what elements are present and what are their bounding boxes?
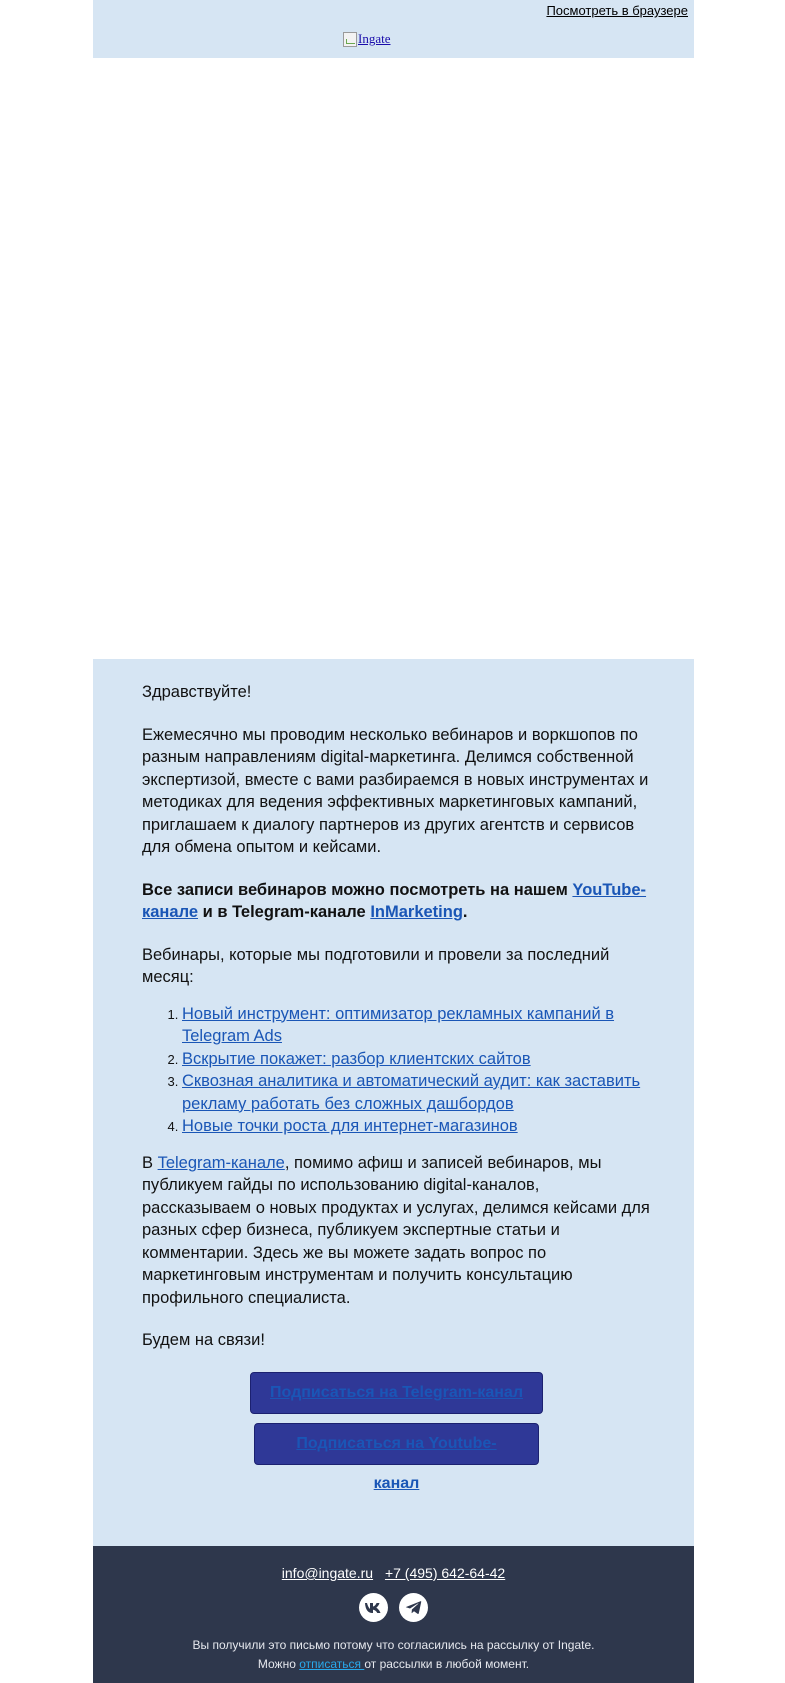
social-links [93,1593,694,1622]
email-footer [93,1546,694,1683]
webinars-heading: Вебинары, которые мы подготовили и провели за последний месяц: [142,945,610,986]
telegram-paragraph [142,1152,651,1310]
contacts [93,1565,694,1581]
note-prefix: Можно [257,1657,300,1671]
vk-icon[interactable] [359,1593,388,1622]
telegram-prefix: В [142,1153,158,1172]
webinar-item [182,1003,651,1048]
closing: Будем на связи! [142,1331,265,1349]
view-in-browser-link[interactable]: Посмотреть в браузере [546,3,688,18]
webinar-link[interactable]: Новые точки роста для интернет-магазинов [182,1117,518,1135]
telegram-icon[interactable] [399,1593,428,1622]
unsubscribe-link[interactable]: отписаться [299,1657,365,1671]
inmarketing-link[interactable]: InMarketing [370,903,463,921]
webinar-link[interactable]: Новый инструмент: оптимизатор рекламных кампаний в Telegram Ads [182,1004,615,1045]
ingate-logo[interactable] [343,31,390,47]
webinar-item [182,1048,651,1071]
telegram-text: , помимо афиш и записей вебинаров, мы публикуем гайды по использованию digital-каналов, рассказываем о новых продуктах и услугах, делимся кейсами для разных сфер бизнеса, публикуем экспертные статьи и комментарии. Здесь же вы можете задать вопрос по маркетинговым инструментам и получить консультацию профильного специалиста. [142,1153,650,1307]
email-header [93,0,694,58]
youtube-channel-link[interactable]: YouTube-канале [142,880,647,921]
records-paragraph [142,879,651,924]
webinars-list [142,1003,651,1138]
phone-link[interactable]: +7 (495) 642-64-42 [384,1565,506,1581]
greeting: Здравствуйте! [142,683,252,701]
footer-note-line2 [93,1655,694,1674]
footer-note [93,1636,694,1674]
subscribe-youtube-button[interactable]: Подписаться на Youtube-канал [254,1423,539,1465]
webinar-link[interactable]: Сквозная аналитика и автоматический аудит: как заставить рекламу работать без сложных дашбордов [182,1072,641,1113]
footer-note-line1: Вы получили это письмо потому что согласились на рассылку от Ingate. [192,1638,595,1652]
note-suffix: от рассылки в любой момент. [364,1657,530,1671]
webinar-link[interactable]: Вскрытие покажет: разбор клиентских сайтов [182,1049,531,1068]
hero-image-area [93,58,694,659]
email-body [93,659,694,1546]
email-container [93,0,694,1683]
broken-image-icon [343,32,357,47]
records-prefix: Все записи вебинаров можно посмотреть на нашем [142,880,573,899]
telegram-channel-link[interactable]: Telegram-канале [157,1153,285,1172]
intro-paragraph: Ежемесячно мы проводим несколько вебинаров и воркшопов по разным направлениям digital-маркетинга. Делимся собственной экспертизой, вместе с вами разбираемся в новых инструментах и методиках для ведения эффективных маркетинговых кампаний, приглашаем к диалогу партнеров из других агентств и сервисов для обмена опытом и кейсами. [142,725,649,856]
records-middle: и в Telegram-канале [198,903,371,921]
email-link[interactable]: info@ingate.ru [281,1565,374,1581]
webinar-item [182,1115,651,1138]
webinar-item [182,1070,651,1115]
records-suffix: . [462,903,468,921]
logo-alt-text: Ingate [358,31,391,46]
cta-buttons [142,1372,651,1495]
subscribe-telegram-button[interactable]: Подписаться на Telegram-канал [250,1372,543,1414]
